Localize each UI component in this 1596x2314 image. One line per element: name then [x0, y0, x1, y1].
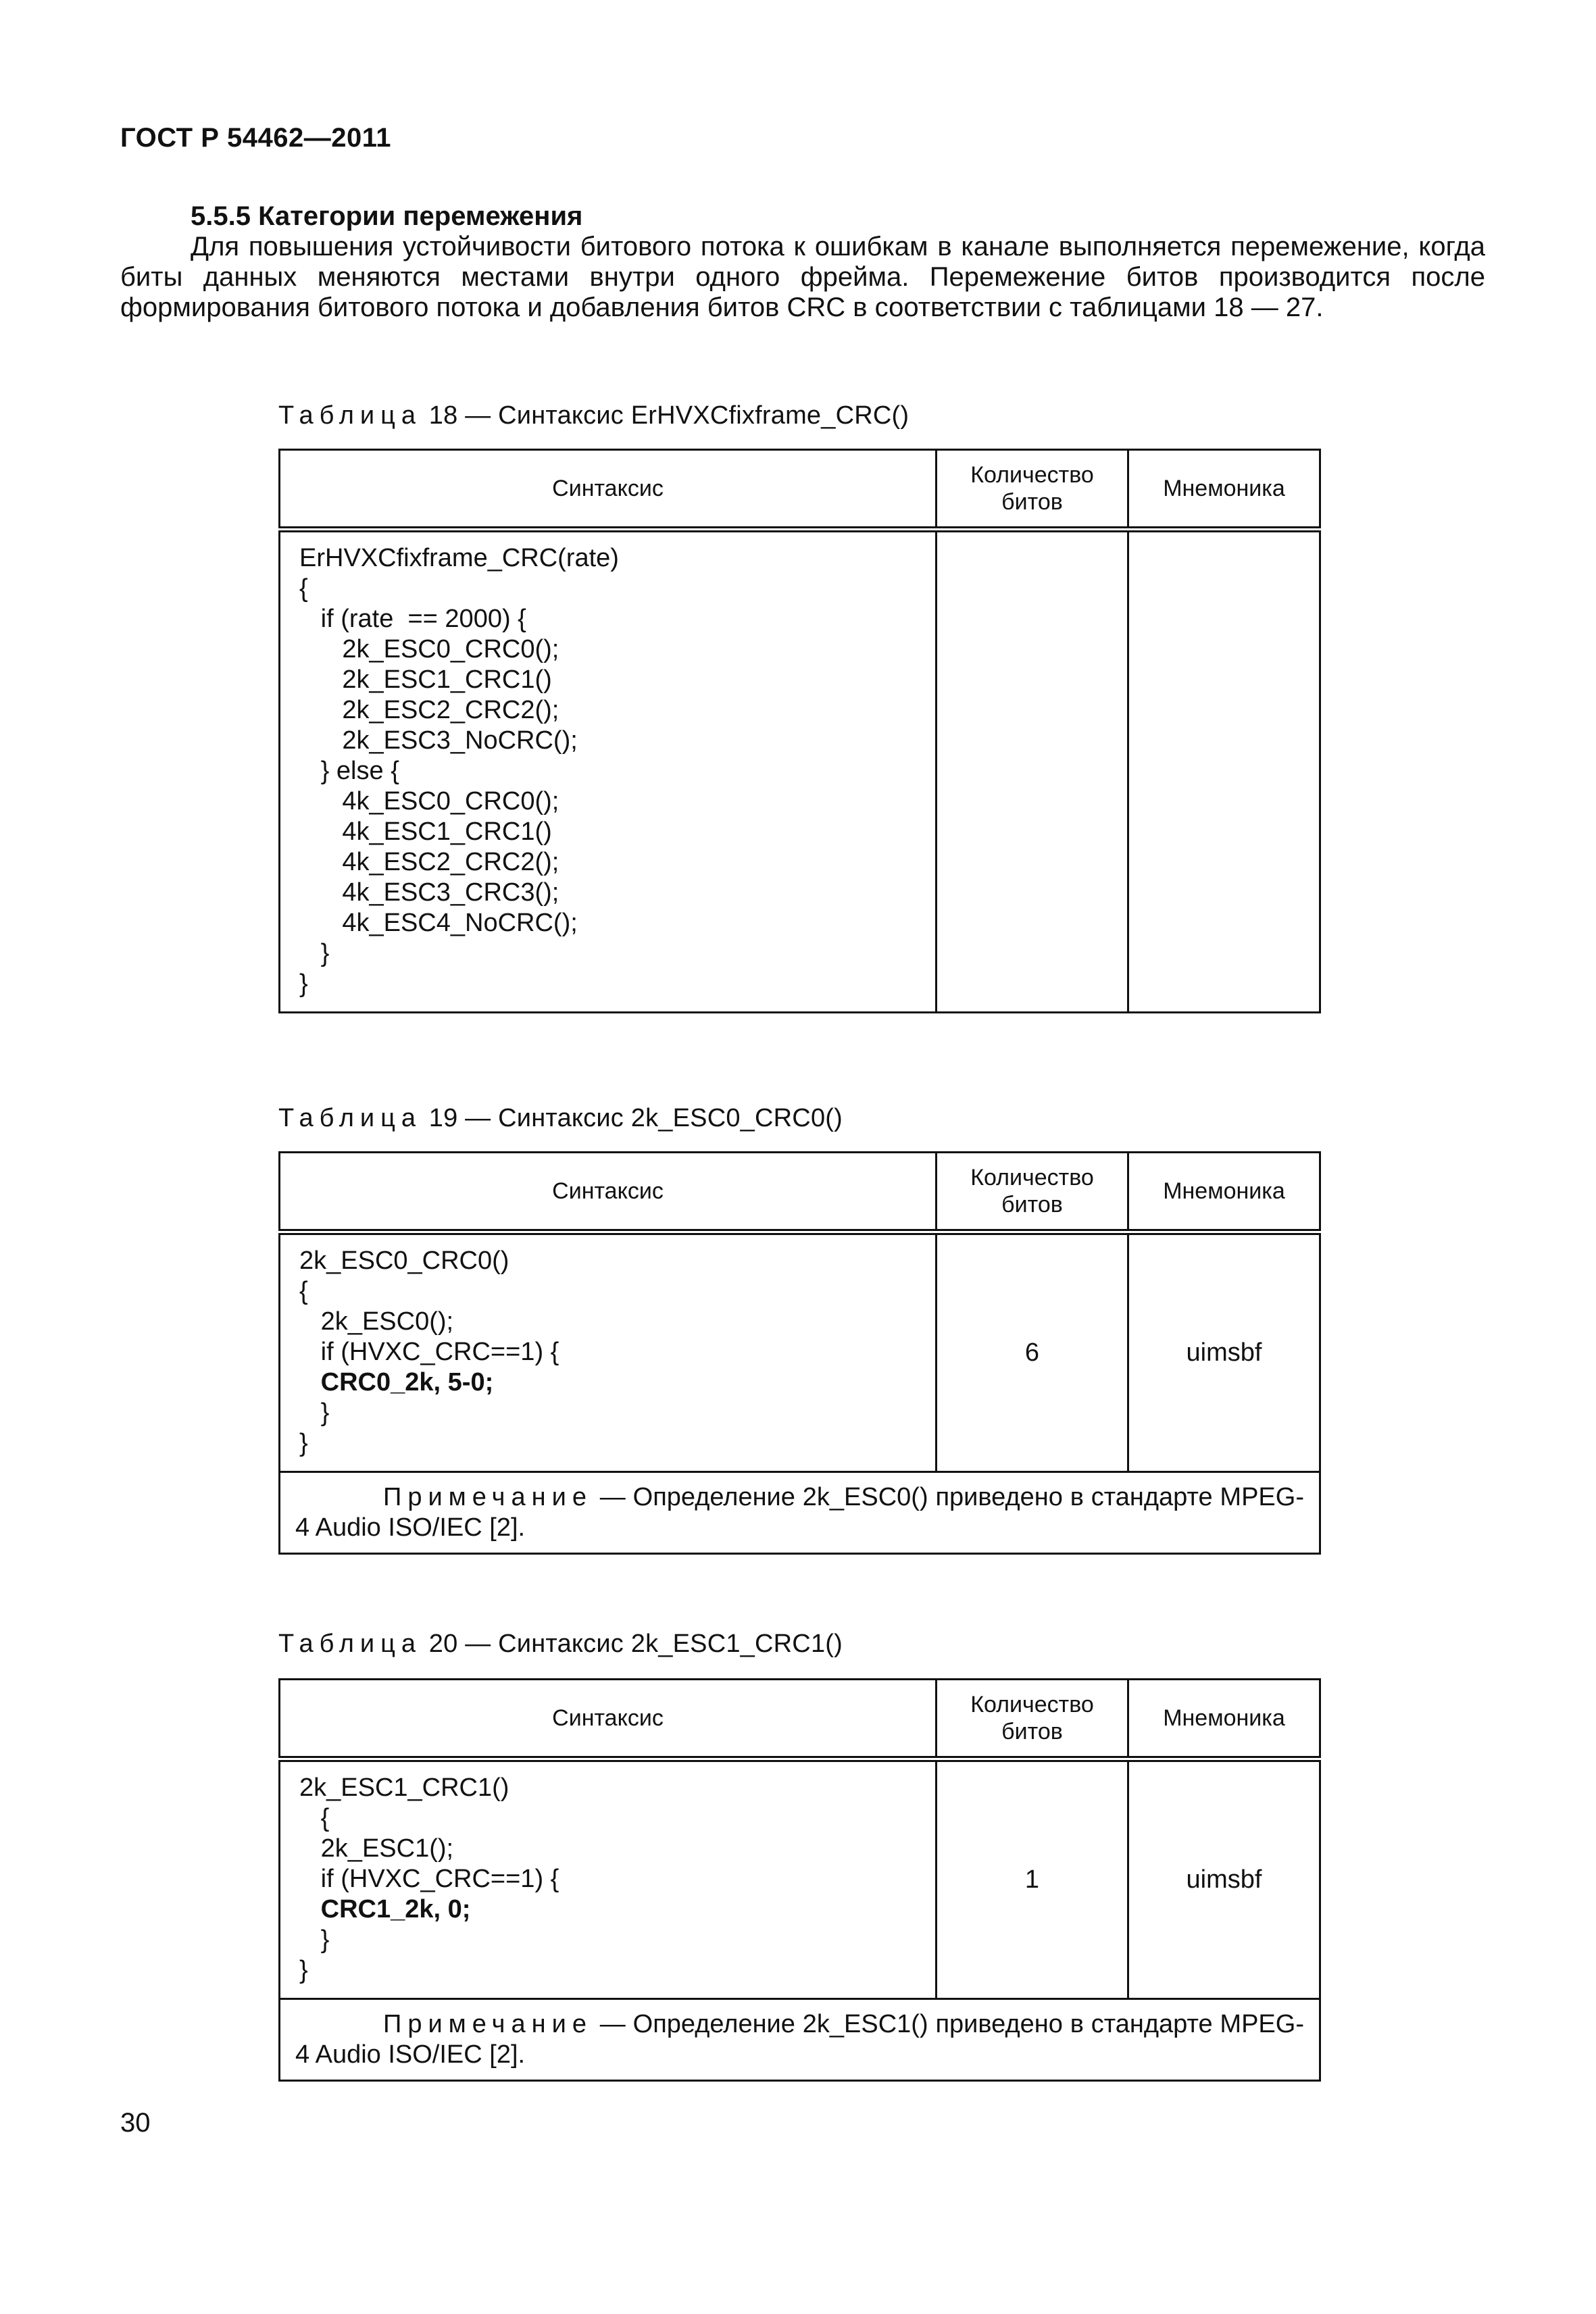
- caption-label: Таблица: [278, 401, 422, 430]
- col-header-mnemonic: Мнемоника: [1128, 450, 1320, 530]
- code-line: 2k_ESC0_CRC0();: [299, 635, 559, 663]
- table-note: [280, 1999, 1320, 2081]
- code-line: 2k_ESC2_CRC2();: [299, 696, 559, 724]
- code-line: if (HVXC_CRC==1) {: [299, 1338, 559, 1366]
- code-line: } else {: [299, 757, 399, 785]
- syntax-cell: [280, 1232, 937, 1472]
- section-paragraph: Для повышения устойчивости битового потока к ошибкам в канале выполняется перемежение, когда биты данных меняются местами внутри одного фрейма. Перемежение битов производится после формирования битового потока и добавления битов CRC в соответствии с таблицами 18 — 27.: [120, 232, 1485, 322]
- caption-title: 19 — Синтаксис 2k_ESC0_CRC0(): [422, 1104, 843, 1132]
- standard-header: ГОСТ Р 54462—2011: [120, 123, 391, 153]
- mnemonic-cell: uimsbf: [1128, 1232, 1320, 1472]
- col-header-syntax: Синтаксис: [280, 1153, 937, 1232]
- code-line: 4k_ESC1_CRC1(): [299, 818, 552, 846]
- note-label: Примечание: [383, 1483, 593, 1511]
- syntax-cell: [280, 1759, 937, 1999]
- bits-header-line2: битов: [1001, 489, 1063, 515]
- code-line: }: [299, 1956, 308, 1984]
- caption-label: Таблица: [278, 1104, 422, 1132]
- col-header-syntax: Синтаксис: [280, 450, 937, 530]
- code-line-bold: CRC1_2k, 0;: [299, 1895, 471, 1923]
- caption-title: 20 — Синтаксис 2k_ESC1_CRC1(): [422, 1630, 843, 1658]
- mnemonic-cell: uimsbf: [1128, 1759, 1320, 1999]
- table-18-caption: [278, 401, 909, 430]
- col-header-bits: [937, 1153, 1128, 1232]
- syntax-cell: [280, 530, 937, 1013]
- code-line: 2k_ESC0_CRC0(): [299, 1247, 509, 1275]
- code-line: 2k_ESC1_CRC1(): [299, 1774, 509, 1802]
- table-18: [278, 449, 1321, 1013]
- code-line: 2k_ESC0();: [299, 1307, 454, 1336]
- bits-header-line1: Количество: [970, 1165, 1094, 1190]
- mnemonic-cell: [1128, 530, 1320, 1013]
- code-line: ErHVXCfixframe_CRC(rate): [299, 544, 619, 572]
- bits-header-line1: Количество: [970, 462, 1094, 488]
- code-line: 2k_ESC1_CRC1(): [299, 665, 552, 694]
- note-label: Примечание: [383, 2010, 593, 2038]
- bits-header-line2: битов: [1001, 1719, 1063, 1744]
- note-text: — Определение 2k_ESC1() приведено в стандарте MPEG-4 Audio ISO/IEC [2].: [295, 2010, 1304, 2069]
- note-text: — Определение 2k_ESC0() приведено в стандарте MPEG-4 Audio ISO/IEC [2].: [295, 1483, 1304, 1542]
- col-header-bits: [937, 1680, 1128, 1759]
- table-19: [278, 1151, 1321, 1555]
- section-5-5-5: [120, 201, 1485, 323]
- col-header-mnemonic: Мнемоника: [1128, 1680, 1320, 1759]
- bits-header-line1: Количество: [970, 1692, 1094, 1717]
- col-header-mnemonic: Мнемоника: [1128, 1153, 1320, 1232]
- code-line: }: [299, 970, 308, 998]
- code-line: {: [299, 1277, 308, 1305]
- code-line: {: [299, 1804, 330, 1832]
- code-line: 2k_ESC1();: [299, 1834, 454, 1863]
- bits-cell: 1: [937, 1759, 1128, 1999]
- code-line-bold: CRC0_2k, 5-0;: [299, 1368, 494, 1397]
- caption-label: Таблица: [278, 1630, 422, 1658]
- code-line: }: [299, 1399, 330, 1427]
- code-line: 4k_ESC3_CRC3();: [299, 878, 559, 907]
- code-line: }: [299, 1926, 330, 1954]
- code-line: 4k_ESC0_CRC0();: [299, 787, 559, 815]
- code-line: {: [299, 574, 308, 603]
- code-line: if (HVXC_CRC==1) {: [299, 1865, 559, 1893]
- page-number: 30: [120, 2108, 151, 2138]
- table-20: [278, 1678, 1321, 2082]
- table-note: [280, 1472, 1320, 1554]
- section-heading: 5.5.5 Категории перемежения: [191, 201, 583, 231]
- col-header-syntax: Синтаксис: [280, 1680, 937, 1759]
- bits-cell: [937, 530, 1128, 1013]
- code-line: }: [299, 1429, 308, 1457]
- code-line: 2k_ESC3_NoCRC();: [299, 726, 578, 755]
- caption-title: 18 — Синтаксис ErHVXCfixframe_CRC(): [422, 401, 909, 430]
- table-19-caption: [278, 1104, 843, 1133]
- col-header-bits: [937, 450, 1128, 530]
- bits-cell: 6: [937, 1232, 1128, 1472]
- code-line: 4k_ESC4_NoCRC();: [299, 909, 578, 937]
- code-line: 4k_ESC2_CRC2();: [299, 848, 559, 876]
- code-line: }: [299, 939, 330, 967]
- code-line: if (rate == 2000) {: [299, 605, 526, 633]
- bits-header-line2: битов: [1001, 1192, 1063, 1217]
- table-20-caption: [278, 1630, 843, 1659]
